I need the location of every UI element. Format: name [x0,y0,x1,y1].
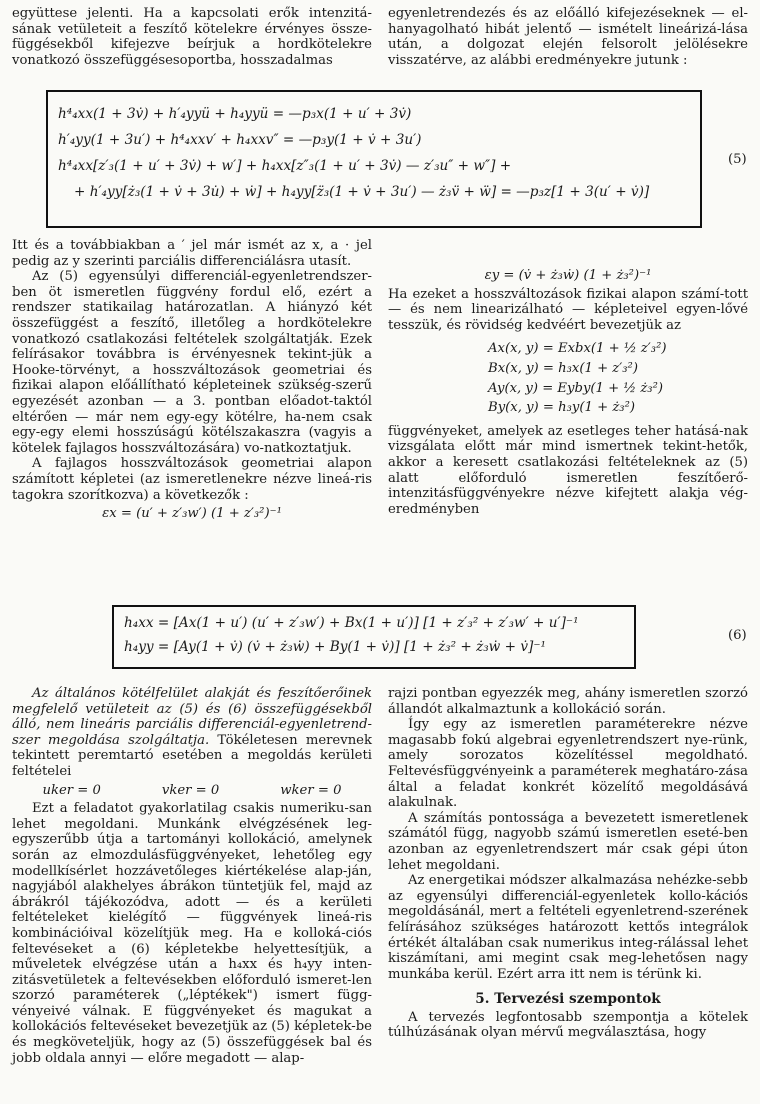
left-column-2 [12,686,372,1066]
equation-6-number: (6) [728,628,747,643]
equation-line: h₄yy = [Ay(1 + v̇) (v̇ + ż₃ẇ) + By(1 + v̇)] [1 + ż₃² + ż₃ẇ + v̇]⁻¹ [124,639,546,655]
italic-statement: Az általános kötélfelület alakját és feszítőerőinek megfelelő vetületeit az (5) és (6) összefüggésekből álló, nem lineáris parciális differenciál-egyenletrend-szer megoldása szolgáltatja. [12,686,372,748]
paragraph: rajzi pontban egyezzék meg, ahány ismeretlen szorzó állandót alkalmaztunk a kollokáció során. [388,686,748,717]
paragraph: Itt és a továbbiakban a ′ jel már ismét az x, a · jel pedig az y szerinti parciális differenciálásra utasít. [12,238,372,269]
paragraph: egyenletrendezés és az előálló kifejezéseknek — el-hanyagolható hibát jelentő — ismételt lineárizá-lása után, a dolgozat elején felsorolt jelölésekre visszatérve, az alábbi eredményekre jutunk : [388,6,748,68]
function-definition: Ax(x, y) = Exbx(1 + ½ z′₃²) [488,341,667,357]
boundary-condition: uker = 0 [42,782,101,798]
equation-line: h⁴₄xx(1 + 3v̇) + h′₄yyü + h₄yyü = —p₃x(1 + u′ + 3v̇) [58,106,412,122]
paragraph: A tervezés legfontosabb szempontja a kötelek túlhúzásának olyan mérvű megválasztása, hogy [388,1009,748,1041]
paragraph: A fajlagos hosszváltozások geometriai alapon számított képletei (az ismeretlenekre nézve lineá-ris tagokra szorítkozva) a következők : [12,456,372,503]
equation-6-box [112,605,636,669]
equation-line: h⁴₄xx[z′₃(1 + u′ + 3v̇) + w′] + h₄xx[z″₃(1 + u′ + 3v̇) — z′₃u″ + w″] + [58,158,512,174]
function-definition: Ay(x, y) = Eyby(1 + ½ ż₃²) [488,380,664,396]
equation-5-number: (5) [728,152,747,167]
equation-line: + h′₄yy[ż₃(1 + v̇ + 3u̇) + ẇ] + h₄yy[z̈₃(1 + v̇ + 3u′) — ż₃v̈ + ẅ] = —p₃z[1 + 3(u′ + v̇)] [74,184,650,200]
right-column-1 [388,238,748,517]
equation-line: h₄xx = [Ax(1 + u′) (u′ + z′₃w′) + Bx(1 + u′)] [1 + z′₃² + z′₃w′ + u′]⁻¹ [124,615,579,631]
paragraph: Ezt a feladatot gyakorlatilag csakis numeriku-san lehet megoldani. Munkánk elvégzésének leg-egyszerűbb útja a tartományi kollokáció, amelynek során az elmozdulásfüggvényeket, lehetőleg egy modellkísérlet hozzávetőleges kiértékelése alap-ján, nagyjából alakhelyes ábrákon tüntetjük fel, majd az ábrákról tájékozódva, adott — és a kerületi feltételeket kielégítő — függvények lineá-ris kombinációival közelítjük meg. Ha e kolloká-ciós feltevéseket a (6) képletekbe helyettesítjük, a műveletek elvégzése után a h₄xx és h₄yy inten-zitásvetületek a feltevésekben előforduló ismeret-len szorzó paraméterek („léptékek") ismert függ-vényeivé válnak. E függvényeket és magukat a kollokációs feltevéseket bevezetjük az (5) képletek-be és megköveteljük, hogy az (5) összefüggések bal és jobb oldala annyi — előre megadott — alap- [12,801,372,1066]
top-left-text [12,6,372,68]
paragraph: függvényeket, amelyek az esetleges teher hatásá-nak vizsgálata előtt már mind ismertnek tekint-hetők, akkor a keresett csatlakozási feltételeknek az (5) alatt előforduló ismeretlen feszítőerő-intenzitásfüggvényekre nézve kifejtett alakja vég-eredményben [388,423,748,517]
function-definitions [388,341,748,415]
text-run: Tökéletesen merevnek tekintett peremtartó esetében a megoldás kerületi feltételei [12,732,372,779]
paragraph: Ha ezeket a hosszváltozások fizikai alapon számí-tott — és nem linearizálható — képleteivel egyen-lővé tesszük, és rövidség kedvéért bevezetjük az [388,286,748,333]
equation-5-box [46,90,702,228]
boundary-condition: vker = 0 [161,782,220,798]
function-definition: Bx(x, y) = h₃x(1 + z′₃²) [488,360,638,376]
left-column-1 [12,238,372,525]
paragraph: Így egy az ismeretlen paraméterekre nézve magasabb fokú algebrai egyenletrendszert nye-rünk, amely sorozatos közelítéssel megoldható. Feltevésfüggvényeink a paraméterek meghatáro-zása által a feladat konkrét közelítő megoldásává alakulnak. [388,717,748,811]
right-column-2 [388,686,748,1041]
paragraph: A számítás pontossága a bevezetett ismeretlenek számától függ, nagyobb számú ismeretlen eseté-ben azonban az egyenletrendszert már csak gépi úton lehet megoldani. [388,810,748,873]
strain-x-formula: εx = (u′ + z′₃w′) (1 + z′₃²)⁻¹ [102,506,282,522]
boundary-conditions [12,783,372,799]
paragraph: együttese jelenti. Ha a kapcsolati erők intenzitá-sának vetületeit a feszítő kötelekre érvényes össze-függésekből kifejezve beírjuk a hordkötelekre vonatkozó összefüggésesoportba, hosszadalmas [12,6,372,68]
equation-line: h′₄yy(1 + 3u′) + h⁴₄xxv′ + h₄xxv″ = —p₃y(1 + v̇ + 3u′) [58,132,422,148]
strain-y-formula: εy = (v̇ + ż₃ẇ) (1 + ż₃²)⁻¹ [484,268,652,283]
boundary-condition: wker = 0 [280,782,342,798]
paragraph: Az energetikai módszer alkalmazása nehézke-sebb az egyensúlyi differenciál-egyenletek kollo-kációs megoldásánál, mert a feltételi egyenletrend-szerének felírásához szükséges határozott kettős integrálok értékét általában csak numerikus integ-rálással lehet kiszámítani, ami megint csak meg-lehetősen nagy munkába kerül. Ezért arra itt nem is térünk ki. [388,873,748,982]
paragraph: Az (5) egyensúlyi differenciál-egyenletrendszer-ben öt ismeretlen függvény fordul elő, ezért a rendszer statikailag határozatlan. A hiányzó két összefüggést a feszítő, illetőleg a hordkötelekre vonatkozó csatlakozási feltételek szolgáltatják. Ezek felírásakor továbbra is érvényesnek tekint-jük a Hooke-törvényt, a hosszváltozások geometriai és fizikai alapon előállítható képleteinek szükség-szerű egyezését azonban — a 3. pontban előadot-taktól eltérően — már nem egy-egy kötélre, ha-nem csak egy-egy elemi hosszúságú kötélszakaszra (vagyis a kötelek fajlagos hosszváltozására) vo-natkoztatjuk. [12,269,372,456]
section-heading: 5. Tervezési szempontok [475,991,661,1008]
top-right-text [388,6,748,68]
function-definition: By(x, y) = h₃y(1 + ż₃²) [488,400,636,416]
